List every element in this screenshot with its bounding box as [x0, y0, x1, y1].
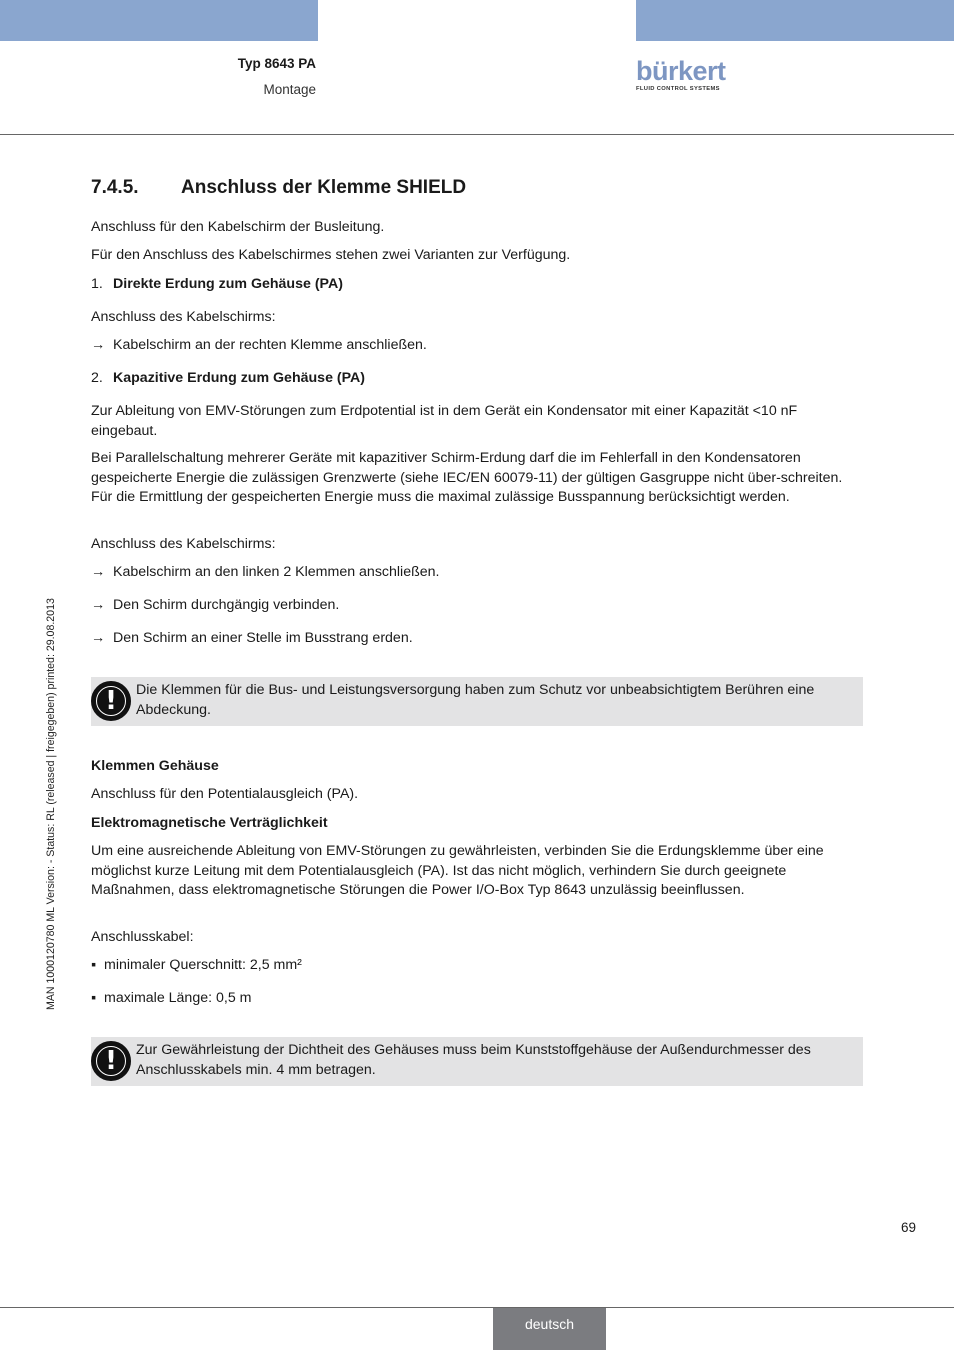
note-text: Die Klemmen für die Bus- und Leistungsversorgung haben zum Schutz vor unbeabsichtigtem Berühren eine Abdeckung.: [136, 682, 815, 718]
paragraph: Anschluss für den Kabelschirm der Busleitung.: [91, 219, 385, 235]
exclamation-icon: !: [91, 681, 131, 721]
header-divider: [0, 134, 954, 135]
step: [91, 563, 861, 583]
bullet-icon: ▪: [91, 990, 97, 1006]
list-item: [91, 989, 861, 1009]
section-heading: [91, 178, 861, 198]
note-text: Zur Gewährleistung der Dichtheit des Gehäuses muss beim Kunststoffgehäuse der Außendurchmesser des Anschlusskabels min. 4 mm betragen.: [136, 1042, 811, 1078]
paragraph: Anschluss des Kabelschirms:: [91, 536, 276, 552]
list-item-1: [91, 275, 861, 295]
header-bar-right: [636, 0, 954, 41]
arrow-icon: →: [91, 337, 106, 353]
paragraph: Bei Parallelschaltung mehrerer Geräte mit kapazitiver Schirm-Erdung darf die im Fehlerfall in den Kondensatoren gespeicherte Energie die zulässigen Grenzwerte (siehe IEC/EN 60079-11) der gültigen Gasgruppe nicht über-schreiten. Für die Ermittlung der gespeicherten Energie muss die maximal zulässige Busspannung berücksichtigt werden.: [91, 450, 843, 505]
list-item-2: [91, 369, 861, 389]
product-name: Typ 8643 PA: [237, 56, 316, 71]
list-title: Kapazitive Erdung zum Gehäuse (PA): [113, 370, 366, 386]
section-title: Anschluss der Klemme SHIELD: [181, 177, 467, 198]
arrow-icon: →: [91, 597, 106, 613]
list-text: minimaler Querschnitt: 2,5 mm²: [104, 957, 302, 973]
step: [91, 596, 861, 616]
step-text: Den Schirm durchgängig verbinden.: [113, 597, 340, 613]
paragraph: Anschluss des Kabelschirms:: [91, 309, 276, 325]
paragraph: Anschluss für den Potentialausgleich (PA).: [91, 786, 359, 802]
list-item: [91, 956, 861, 976]
bullet-icon: ▪: [91, 957, 97, 973]
list-number: 2.: [91, 370, 103, 386]
burkert-logo: [636, 58, 736, 92]
list-text: maximale Länge: 0,5 m: [104, 990, 252, 1006]
footer-divider: [0, 1307, 954, 1308]
step-text: Kabelschirm an den linken 2 Klemmen anschließen.: [113, 564, 440, 580]
paragraph: Für den Anschluss des Kabelschirmes stehen zwei Varianten zur Verfügung.: [91, 247, 571, 263]
list-number: 1.: [91, 276, 103, 292]
subheading: Elektromagnetische Verträglichkeit: [91, 815, 328, 831]
arrow-icon: →: [91, 630, 106, 646]
section-number: 7.4.5.: [91, 177, 139, 198]
warning-note: [91, 1037, 863, 1086]
step: [91, 629, 861, 649]
exclamation-icon: !: [91, 1041, 131, 1081]
paragraph: Um eine ausreichende Ableitung von EMV-Störungen zu gewährleisten, verbinden Sie die Erdungsklemme über eine möglichst kurze Leitung mit dem Potentialausgleich (PA). Ist das nicht möglich, verhindern Sie durch geeignete Maßnahmen, dass elektromagnetische Störungen die Power I/O-Box Typ 8643 unzulässig beeinflussen.: [91, 843, 824, 898]
section-name: Montage: [263, 82, 316, 97]
paragraph: Anschlusskabel:: [91, 929, 194, 945]
document-status-text: MAN 1000120780 ML Version: - Status: RL (released | freigegeben) printed: 29.08.2013: [45, 598, 57, 1010]
list-title: Direkte Erdung zum Gehäuse (PA): [113, 276, 343, 292]
subheading: Klemmen Gehäuse: [91, 758, 219, 774]
language-tab: deutsch: [493, 1308, 606, 1350]
step-text: Den Schirm an einer Stelle im Busstrang erden.: [113, 630, 413, 646]
logo-word: bürkert: [636, 56, 726, 86]
paragraph: Zur Ableitung von EMV-Störungen zum Erdpotential ist in dem Gerät ein Kondensator mit einer Kapazität <10 nF eingebaut.: [91, 403, 798, 439]
arrow-icon: →: [91, 564, 106, 580]
page-number: 69: [900, 1220, 916, 1235]
step-text: Kabelschirm an der rechten Klemme anschließen.: [113, 337, 427, 353]
warning-note: [91, 677, 863, 726]
header-bar-left: [0, 0, 318, 41]
logo-tagline: FLUID CONTROL SYSTEMS: [636, 86, 720, 92]
step: [91, 336, 861, 356]
